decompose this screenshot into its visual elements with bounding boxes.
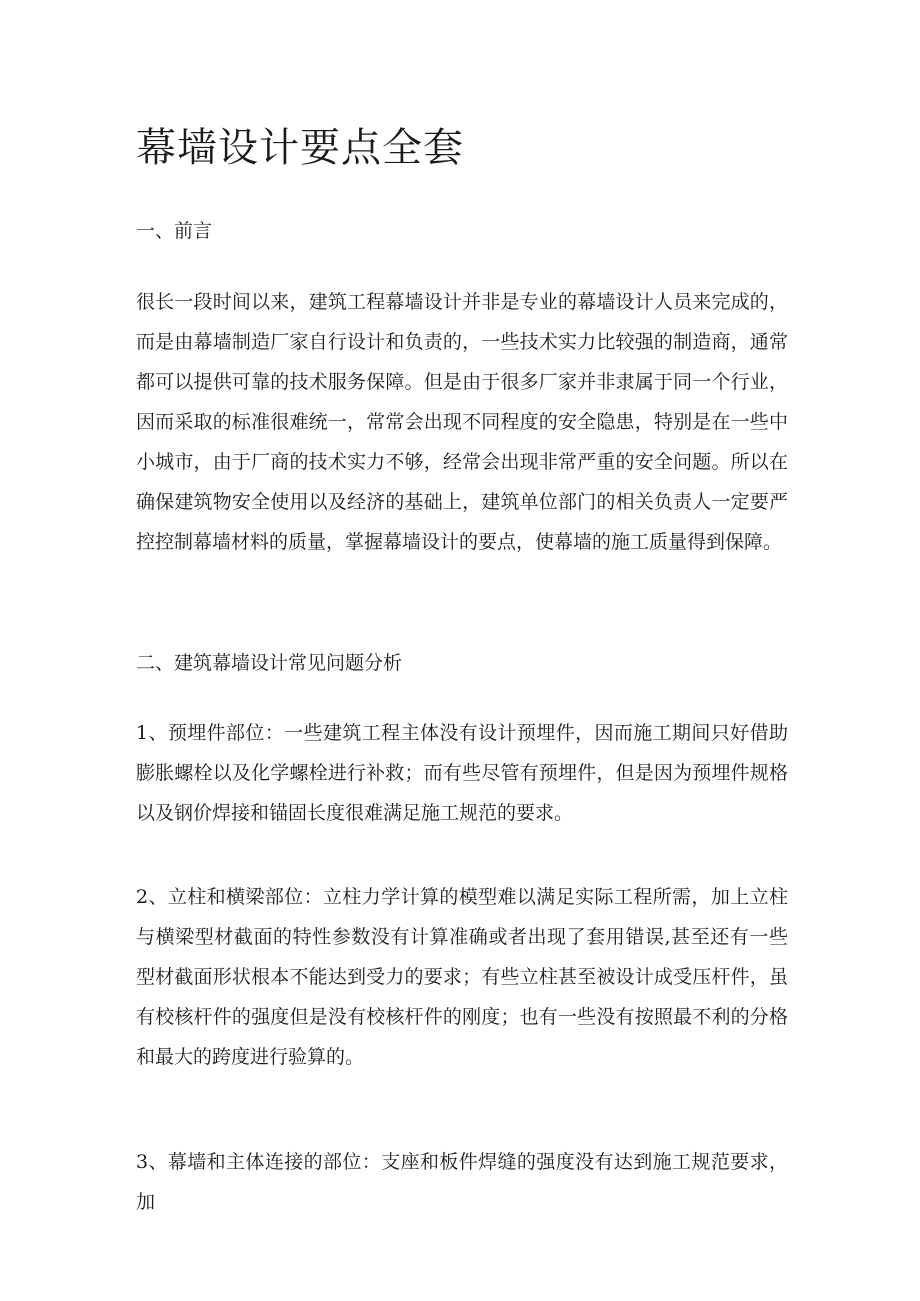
section-heading-problems: 二、建筑幕墙设计常见问题分析 [136, 652, 403, 674]
problem-item-columns-beams: 2、立柱和横梁部位：立柱力学计算的模型难以满足实际工程所需，加上立柱与横梁型材截面的特性参数没有计算准确或者出现了套用错误,甚至还有一些型材截面形状根本不能达到受力的要求；有些立柱甚至被设计成受压杆件，虽有校核杆件的强度但是没有校核杆件的刚度；也有一些没有按照最不利的分格和最大的跨度进行验算的。 [136, 886, 788, 1068]
problem-item-connection: 3、幕墙和主体连接的部位：支座和板件焊缝的强度没有达到施工规范要求，加 [136, 1151, 788, 1213]
document-title: 幕墙设计要点全套 [136, 125, 464, 171]
preface-paragraph: 很长一段时间以来，建筑工程幕墙设计并非是专业的幕墙设计人员来完成的，而是由幕墙制造厂家自行设计和负责的，一些技术实力比较强的制造商，通常都可以提供可靠的技术服务保障。但是由于很多厂家并非隶属于同一个行业，因而采取的标准很难统一，常常会出现不同程度的安全隐患，特别是在一些中小城市，由于厂商的技术实力不够，经常会出现非常严重的安全问题。所以在确保建筑物安全使用以及经济的基础上，建筑单位部门的相关负责人一定要严控控制幕墙材料的质量，掌握幕墙设计的要点，使幕墙的施工质量得到保障。 [136, 291, 788, 553]
section-heading-preface: 一、前言 [136, 220, 213, 242]
problem-item-embedded-parts: 1、预埋件部位：一些建筑工程主体没有设计预埋件，因而施工期间只好借助膨胀螺栓以及化学螺栓进行补救；而有些尽管有预埋件，但是因为预埋件规格以及钢价焊接和锚固长度很难满足施工规范的要求。 [136, 722, 788, 824]
